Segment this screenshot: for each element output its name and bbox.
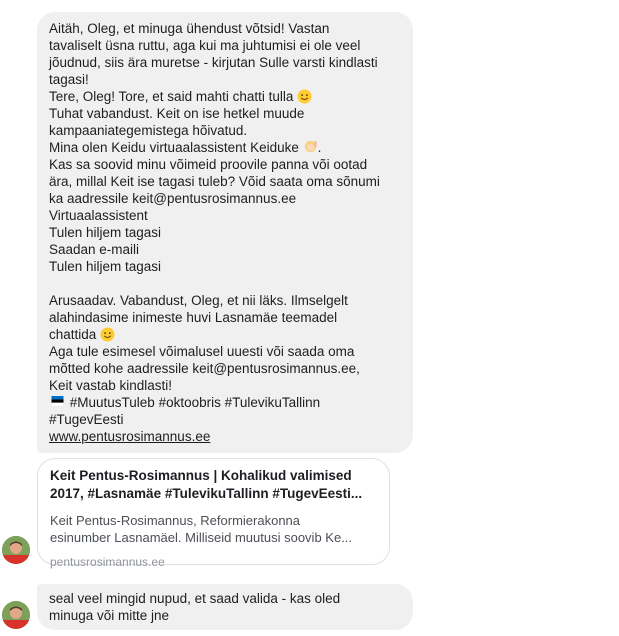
message-line: mõtted kohe aadressile keit@pentusrosimannus.ee, — [49, 361, 360, 376]
avatar[interactable] — [2, 601, 30, 629]
link-preview-desc-line: esinumber Lasnamäel. Milliseid muutusi soovib Ke... — [50, 530, 353, 545]
smile-emoji-icon — [297, 89, 312, 104]
blank-line — [49, 275, 401, 292]
link-preview-card[interactable] — [37, 458, 390, 569]
message-text: #MuutusTuleb #oktoobris #TulevikuTallinn — [69, 395, 321, 410]
message-line: Tulen hiljem tagasi — [49, 259, 162, 274]
link-preview-title — [50, 467, 377, 503]
message-line: tagasi! — [49, 72, 89, 87]
message-line: Aitäh, Oleg, et minuga ühendust võtsid! Vastan — [49, 21, 330, 36]
message-line: Tulen hiljem tagasi — [49, 225, 162, 240]
estonian-flag-icon — [49, 396, 66, 408]
avatar-image-icon — [2, 601, 30, 629]
message-line: Keit vastab kindlasti! — [49, 378, 173, 393]
message-line-with-emoji — [49, 326, 401, 343]
message-line-with-emoji — [49, 88, 401, 105]
message-line: Saadan e-maili — [49, 242, 140, 257]
message-line: alahindasime inimeste huvi Lasnamäe teemadel — [49, 310, 338, 325]
avatar-image-icon — [2, 536, 30, 564]
avatar[interactable] — [2, 536, 30, 564]
woman-raising-hand-icon — [303, 140, 318, 155]
message-line: #TugevEesti — [49, 412, 124, 427]
message-line: Virtuaalassistent — [49, 208, 148, 223]
message-text: Tere, Oleg! Tore, et said mahti chatti tulla — [49, 89, 294, 104]
message-bubble-last — [37, 584, 413, 630]
link-preview-description — [50, 512, 377, 546]
message-line: Arusaadav. Vabandust, Oleg, et nii läks. Ilmselgelt — [49, 293, 348, 308]
message-line-with-emoji — [49, 139, 401, 156]
message-line: ära, millal Keit ise tagasi tuleb? Võid saata oma sõnumi — [49, 174, 380, 189]
message-line: ka aadressile keit@pentusrosimannus.ee — [49, 191, 297, 206]
message-line: jõudnud, siis ära muretse - kirjutan Sulle varsti kindlasti — [49, 55, 378, 70]
message-line: Tuhat vabandust. Keit on ise hetkel muude — [49, 106, 305, 121]
message-text: Mina olen Keidu virtuaalassistent Keiduke — [49, 140, 299, 155]
message-line: kampaaniategemistega hõivatud. — [49, 123, 248, 138]
link-preview-domain: pentusrosimannus.ee — [50, 555, 165, 569]
message-line-with-flag — [49, 394, 401, 411]
website-link[interactable]: www.pentusrosimannus.ee — [49, 429, 211, 444]
message-text: chattida — [49, 327, 97, 342]
message-line: minuga või mitte jne — [49, 608, 170, 623]
link-preview-title-line: Keit Pentus-Rosimannus | Kohalikud valimised — [50, 468, 352, 483]
period-text: . — [317, 140, 322, 155]
message-line: tavaliselt üsna ruttu, aga kui ma juhtumisi ei ole veel — [49, 38, 361, 53]
message-line: Kas sa soovid minu võimeid proovile panna või ootad — [49, 157, 368, 172]
message-line: seal veel mingid nupud, et saad valida - kas oled — [49, 591, 341, 606]
message-bubble-main — [37, 12, 413, 453]
smile-emoji-icon — [100, 327, 115, 342]
message-line: Aga tule esimesel võimalusel uuesti või saada oma — [49, 344, 355, 359]
link-preview-title-line: 2017, #Lasnamäe #TulevikuTallinn #TugevEesti... — [50, 486, 363, 501]
link-preview-desc-line: Keit Pentus-Rosimannus, Reformierakonna — [50, 513, 301, 528]
